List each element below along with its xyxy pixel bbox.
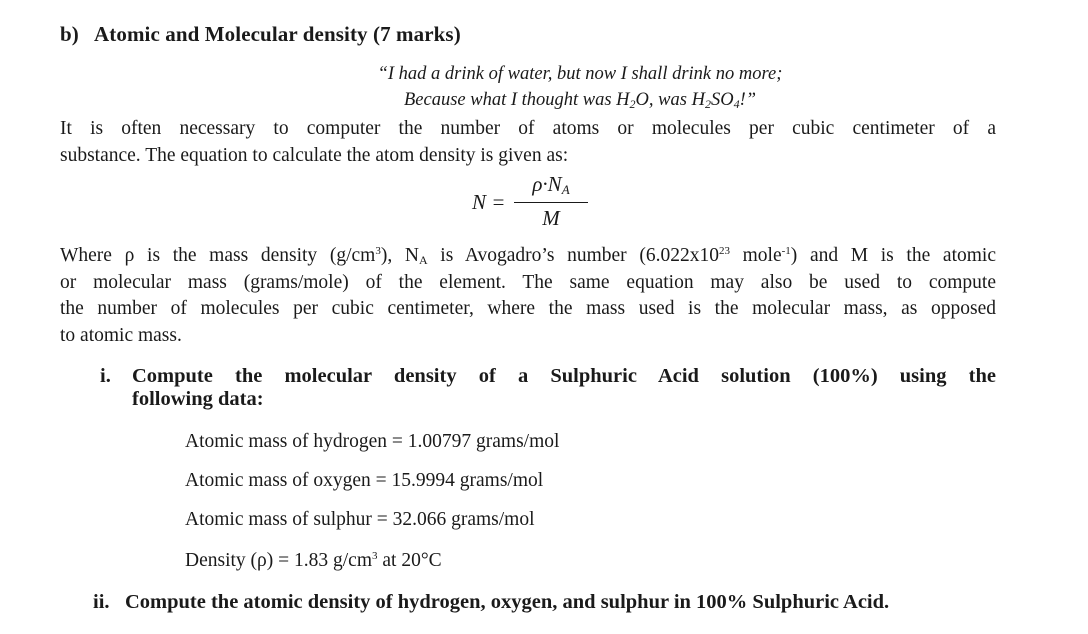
- question-ii-number: ii.: [93, 591, 110, 613]
- section-label: b): [60, 22, 79, 46]
- explanation-line-4: to atomic mass.: [60, 324, 182, 346]
- equation-fraction: [514, 172, 588, 231]
- density-equation: [472, 172, 612, 242]
- data-sulphur: Atomic mass of sulphur = 32.066 grams/mol: [185, 509, 535, 530]
- section-heading: [60, 22, 461, 47]
- data-hydrogen: Atomic mass of hydrogen = 1.00797 grams/mol: [185, 431, 560, 452]
- data-oxygen: Atomic mass of oxygen = 15.9994 grams/mol: [185, 470, 544, 491]
- question-i-number: i.: [100, 365, 111, 387]
- section-title: Atomic and Molecular density (7 marks): [94, 22, 461, 46]
- equation-lhs: N =: [472, 190, 506, 214]
- question-ii-text: Compute the atomic density of hydrogen, oxygen, and sulphur in 100% Sulphuric Acid.: [125, 591, 890, 613]
- quote-line-1: “I had a drink of water, but now I shall drink no more;: [377, 64, 783, 84]
- question-i-line-1: Compute the molecular density of a Sulphuric Acid solution (100%) using the: [132, 365, 996, 387]
- data-density: Density (ρ) = 1.83 $g/cm^3$ at 20°C: [185, 550, 442, 571]
- question-ii: [93, 591, 889, 614]
- intro-paragraph: [60, 116, 996, 169]
- fraction-bar: [514, 202, 588, 203]
- equation-numerator: $\rho\cdot N_A$: [532, 172, 570, 197]
- explanation-line-3: the number of molecules per cubic centimeter, where the mass used is the molecular mass, as opposed: [60, 298, 996, 319]
- quote-line-2: Because what I thought was $H_2O$, was $H_2SO_4$!”: [403, 90, 757, 111]
- question-i-line-2: following data:: [132, 388, 264, 410]
- explanation-paragraph: [60, 243, 996, 349]
- intro-line-2: substance. The equation to calculate the atom density is given as:: [60, 144, 569, 166]
- explanation-line-2: or molecular mass (grams/mole) of the element. The same equation may also be used to compute: [60, 271, 996, 293]
- question-i: [100, 365, 996, 411]
- equation-denominator: M: [542, 206, 560, 230]
- explanation-line-1: Where ρ is the mass density $(g/cm^3)$, $N_A$ is Avogadro’s number ($6.022x10^{23}$ mole$^{-1}$) and M is the atomic: [60, 245, 996, 267]
- intro-line-1: It is often necessary to computer the number of atoms or molecules per cubic centimeter of a: [60, 118, 996, 139]
